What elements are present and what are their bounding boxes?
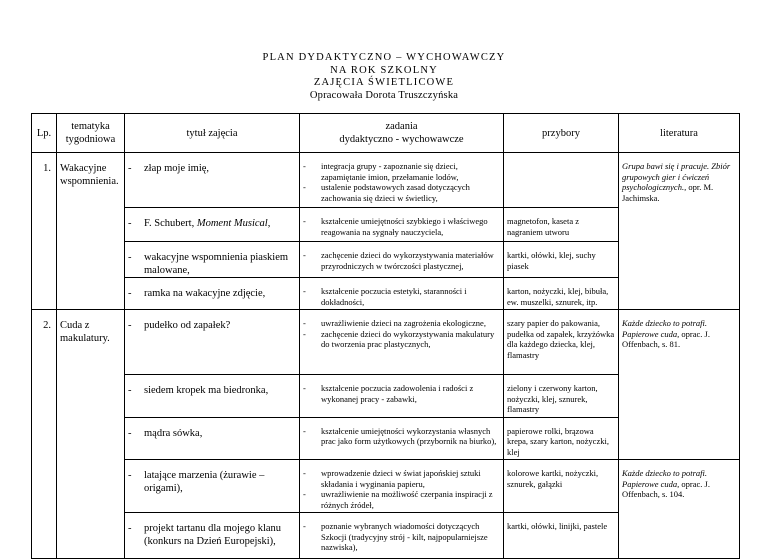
row-tasks [300,153,504,208]
row-title [125,460,300,513]
task-text: zachęcenie dzieci do wykorzystywania makulatury do tworzenia prac plastycznych, [321,328,495,349]
row-title [125,208,300,242]
task-text: poznanie wybranych wiadomości dotyczących Szkocji (tradycyjny strój - kilt, najpopularniejsze nazwiska), [321,521,488,552]
row-title [125,310,300,375]
school-year-line: NA ROK SZKOLNY [330,64,438,76]
bullet-dash: - [303,521,306,531]
col-lp: Lp. [32,114,57,153]
bullet-dash: - [128,288,132,299]
row-tasks [300,460,504,513]
title-text: siedem kropek ma biedronka, [144,385,269,396]
task-text: uwrażliwienie dzieci na zagrożenia ekologiczne, [321,318,486,328]
task-item [303,426,500,447]
plan-table [31,113,740,559]
col-topic: tematyka tygodniowa [57,114,125,153]
task-item [303,216,500,237]
task-text: ustalenie podstawowych zasad dotyczących zachowania się dzieci w świetlicy, [321,182,470,203]
row-lp: 1. [32,153,57,310]
author-line: Opracowała Dorota Truszczyńska [309,89,459,101]
row-literature [619,153,740,310]
title-prefix: F. Schubert, [144,218,197,229]
row-topic: Wakacyjne wspomnienia. [57,153,125,310]
bullet-dash: - [128,252,132,263]
title-line [128,208,297,231]
bullet-dash: - [128,427,132,439]
task-text: wprowadzenie dzieci w świat japońskiej sztuki składania i wyginania papieru, [321,468,481,489]
row-tasks [300,417,504,460]
bullet-dash: - [303,328,306,339]
literature-title: Każde dziecko to potrafi. Papierowe cuda, [622,468,707,489]
row-tools [504,153,619,208]
task-item [303,161,500,182]
title-line [128,460,297,495]
row-title [125,513,300,559]
row-topic: Cuda z makulatury. [57,310,125,559]
col-tasks-line1: zadania [385,121,418,132]
title-text: ramka na wakacyjne zdjęcie, [144,288,266,299]
row-tasks [300,375,504,418]
task-item [303,286,500,307]
title-suffix: , [267,218,271,229]
task-item [303,383,500,404]
title-line [128,242,297,277]
literature-source: opr. M. Jachimska. [622,182,714,203]
row-tasks [300,513,504,559]
title-text: mądra sówka, [144,427,203,439]
title-line [128,310,297,333]
row-title [125,417,300,460]
table-row [32,153,740,208]
bullet-dash: - [303,468,306,478]
row-lp: 2. [32,310,57,559]
bullet-dash: - [128,523,132,534]
title-italic: Moment Musical [196,218,268,229]
col-title: tytuł zajęcia [125,114,300,153]
bullet-dash: - [128,470,132,481]
task-item [303,521,500,553]
row-tools: kolorowe kartki, nożyczki, sznurek, gałązki [504,460,619,513]
bullet-dash: - [128,385,132,396]
row-tools: karton, nożyczki, klej, bibuła, ew. muszelki, sznurek, itp. [504,278,619,310]
literature-title: Grupa bawi się i pracuje. Zbiór grupowych gier i ćwiczeń psychologicznych., [622,161,731,192]
bullet-dash: - [303,318,306,328]
task-text: kształcenie poczucia estetyki, staranności i dokładności, [321,286,467,307]
title-text: wakacyjne wspomnienia piaskiem malowane, [144,252,289,276]
title-text: projekt tartanu dla mojego klanu (konkurs na Dzień Europejski), [144,523,282,547]
title-text: pudełko od zapałek? [144,320,231,331]
row-tools: szary papier do pakowania, pudełka od zapałek, krzyżówka dla każdego dziecka, klej, flamastry [504,310,619,375]
col-tasks-line2: dydaktyczno - wychowawcze [339,134,464,145]
title-text [144,218,270,231]
task-text: kształcenie umiejętności wykorzystania własnych prac jako form użytkowych (przybornik na biurko), [321,425,497,446]
bullet-dash: - [128,218,132,229]
plan-title: PLAN DYDAKTYCZNO – WYCHOWAWCZY [262,52,506,63]
document-header [0,52,768,102]
bullet-dash: - [303,286,306,296]
row-tools: magnetofon, kaseta z nagraniem utworu [504,208,619,242]
row-tools: kartki, ołówki, klej, suchy piasek [504,242,619,278]
bullet-dash: - [303,161,306,171]
bullet-dash: - [303,383,306,393]
row-tasks [300,208,504,242]
bullet-dash: - [303,216,306,226]
task-item [303,250,500,271]
row-tasks [300,242,504,278]
literature-source: oprac. J. Offenbach, s. 104. [622,478,710,499]
row-title [125,375,300,418]
row-title [125,242,300,278]
col-tasks [300,114,504,153]
row-literature [619,460,740,559]
row-tools: zielony i czerwony karton, nożyczki, klej, sznurek, flamastry [504,375,619,418]
row-title [125,153,300,208]
title-line [128,418,297,441]
task-item [303,468,500,489]
task-text: kształcenie umiejętności szybkiego i właściwego reagowania na sygnały nauczyciela, [321,216,488,237]
task-text: kształcenie poczucia zadowolenia i radości z wykonanej pracy - zabawki, [321,383,474,404]
bullet-dash: - [128,320,132,331]
task-text: uwrażliwienie na możliwość czerpania inspiracji z różnych źródeł, [321,489,493,510]
literature-title: Każde dziecko to potrafi. Papierowe cuda, [622,318,707,339]
col-literature: literatura [619,114,740,153]
task-item [303,329,500,350]
row-tasks [300,278,504,310]
bullet-dash: - [128,163,132,174]
bullet-dash: - [303,489,306,499]
table-row [32,310,740,375]
title-line [128,278,297,301]
bullet-dash: - [303,250,306,260]
title-text: latające marzenia (żurawie – origami), [144,470,265,494]
task-item [303,318,500,329]
literature-source: oprac. J. Offenbach, s. 81. [622,328,710,349]
row-tools: kartki, ołówki, linijki, pastele [504,513,619,559]
col-tools: przybory [504,114,619,153]
activity-type-line: ZAJĘCIA ŚWIETLICOWE [313,77,455,88]
title-line [128,153,297,176]
title-text: złap moje imię, [144,163,210,174]
bullet-dash: - [303,425,306,436]
row-tasks [300,310,504,375]
title-line [128,375,297,398]
row-literature [619,310,740,460]
task-item [303,489,500,510]
table-header-row [32,114,740,153]
task-text: zachęcenie dzieci do wykorzystywania materiałów przyrodniczych w twórczości plastycznej, [321,250,494,271]
bullet-dash: - [303,182,306,192]
table-row [32,460,740,513]
task-text: integracja grupy - zapoznanie się dzieci, zapamiętanie imion, przełamanie lodów, [321,161,459,182]
task-item [303,182,500,203]
row-tools: papierowe rolki, brązowa krepa, szary karton, nożyczki, klej [504,417,619,460]
row-title [125,278,300,310]
